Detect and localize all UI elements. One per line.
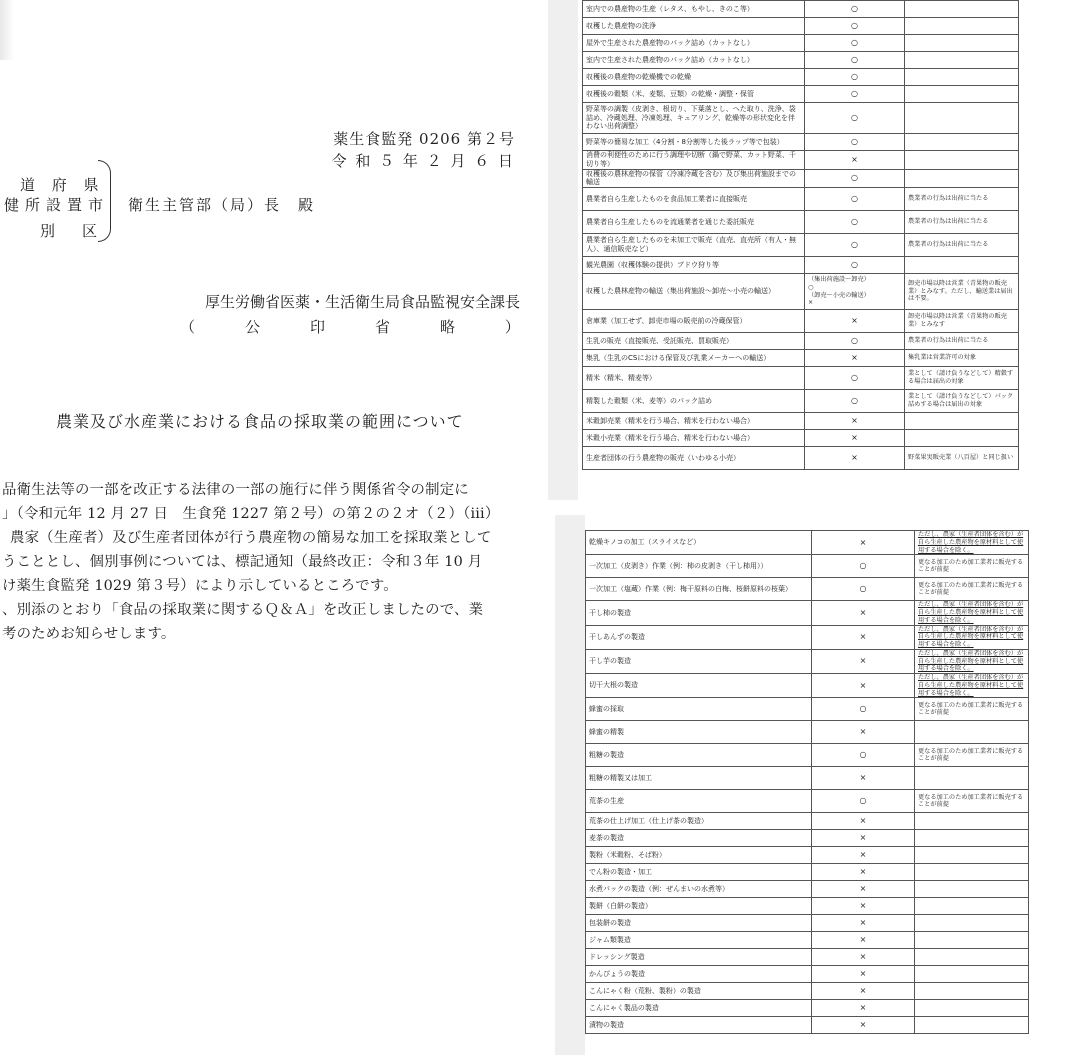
remarks-cell: ただし、農家（生産者団体を含む）が自ら生産した農産物を原材料として使用する場合を除く。 — [915, 531, 1029, 555]
applicable-mark-cell: × — [812, 898, 915, 915]
activity-cell: 農業者自ら生産したものを未加工で販売（直売、直売所（有人・無人）、通信販売など） — [583, 234, 805, 257]
table-row — [586, 966, 1029, 983]
applicable-mark-cell: ○ — [805, 257, 905, 274]
applicable-mark-cell: × — [812, 932, 915, 949]
table-row — [586, 625, 1029, 649]
applicable-mark-cell: ○ — [805, 211, 905, 234]
table-row — [583, 35, 1019, 52]
table-row — [583, 69, 1019, 86]
remarks-cell: 業として（請け負うなどして）パック詰めする場合は届出の対象 — [905, 390, 1019, 413]
applicable-mark-cell: × — [812, 649, 915, 673]
activity-cell: 製粉（米穀粉、そば粉） — [586, 847, 812, 864]
activity-cell: 精米（精米、精麦等） — [583, 367, 805, 390]
remarks-cell — [915, 932, 1029, 949]
remarks-cell — [905, 413, 1019, 430]
activity-cell: 観光農園（収穫体験の提供）ブドウ狩り等 — [583, 257, 805, 274]
applicable-mark-cell: × — [812, 966, 915, 983]
seal-note-char: 省 — [374, 318, 390, 336]
activity-cell: 一次加工（塩蔵）作業（例：梅干原料の白梅、桜餅原料の桜葉） — [586, 578, 812, 601]
activity-cell: 漬物の製造 — [586, 1017, 812, 1034]
table-row — [586, 601, 1029, 625]
activity-cell: 農業者自ら生産したものを食品加工業者に直接販売 — [583, 188, 805, 211]
applicable-mark-cell: × — [805, 447, 905, 470]
activity-cell: 干し柿の製造 — [586, 601, 812, 625]
remarks-cell — [915, 1000, 1029, 1017]
remarks-cell: 農業者の行為は出荷に当たる — [905, 211, 1019, 234]
remarks-cell: 更なる加工のため加工業者に販売することが前提 — [915, 790, 1029, 813]
table-row — [583, 333, 1019, 350]
applicable-mark-cell: × — [812, 767, 915, 790]
remarks-cell: ただし、農家（生産者団体を含む）が自ら生産した農産物を原材料として使用する場合を除く。 — [915, 649, 1029, 673]
activity-cell: 水煮パックの製造（例：ぜんまいの水煮等） — [586, 881, 812, 898]
activity-cell: 米穀小売業（精米を行う場合、精米を行わない場合） — [583, 430, 805, 447]
table-row — [583, 447, 1019, 470]
body-line: 考のためお知らせします。 — [2, 626, 176, 642]
remarks-cell — [915, 915, 1029, 932]
table-row — [586, 531, 1029, 555]
seal-note-open: （ — [180, 318, 196, 336]
activity-cell: 収穫後の穀類（米、麦類、豆類）の乾燥・調整・保管 — [583, 86, 805, 103]
applicable-mark-cell: × — [812, 881, 915, 898]
remarks-cell: ただし、農家（生産者団体を含む）が自ら生産した農産物を原材料として使用する場合を除く。 — [915, 625, 1029, 649]
applicable-mark-cell: × — [812, 830, 915, 847]
table-row — [583, 188, 1019, 211]
activity-cell: 一次加工（皮剥き）作業（例：柿の皮剥き（干し柿用）） — [586, 555, 812, 578]
table-row — [586, 1000, 1029, 1017]
remarks-cell — [905, 103, 1019, 134]
activity-cell: 製餅（白餅の製造） — [586, 898, 812, 915]
document-date: 令 和 ５ 年 ２ 月 ６ 日 — [331, 152, 515, 170]
table-row — [583, 151, 1019, 170]
applicable-mark-cell: × — [805, 413, 905, 430]
activity-cell: 収穫後の農産物の乾燥機での乾燥 — [583, 69, 805, 86]
scan-shadow — [555, 515, 585, 1055]
table-row — [583, 430, 1019, 447]
remarks-cell: 農業者の行為は出荷に当たる — [905, 188, 1019, 211]
table-row — [586, 983, 1029, 1000]
remarks-cell — [905, 257, 1019, 274]
recipient: 衛生主管部（局）長 殿 — [128, 196, 316, 214]
activity-cell: 野菜等の調製（皮剥き、根切り、下葉落とし、へた取り、洗浄、袋詰め、冷蔵処理、冷凍処理、キュアリング、乾燥等の形状変化を伴わない出荷調整） — [583, 103, 805, 134]
applicable-mark-cell: × — [812, 915, 915, 932]
applicable-mark-cell: ○ — [805, 333, 905, 350]
remarks-cell — [915, 864, 1029, 881]
table-row — [586, 813, 1029, 830]
remarks-cell — [915, 847, 1029, 864]
seal-omitted-note — [180, 316, 520, 337]
table-row — [583, 390, 1019, 413]
table-row — [583, 211, 1019, 234]
remarks-cell — [915, 898, 1029, 915]
applicable-mark-cell: × — [812, 847, 915, 864]
table-row — [586, 830, 1029, 847]
remarks-cell: ただし、農家（生産者団体を含む）が自ら生産した農産物を原材料として使用する場合を除く。 — [915, 674, 1029, 698]
table-row — [583, 103, 1019, 134]
applicable-mark-cell: ○ — [805, 1, 905, 18]
applicable-mark-cell: × — [812, 949, 915, 966]
scan-shadow — [548, 0, 578, 500]
applicable-mark-cell: ○ — [805, 134, 905, 151]
table-row — [583, 274, 1019, 310]
remarks-cell: 卸売市場以降は営業（青果物の販売業）とみなす — [905, 310, 1019, 333]
remarks-cell — [915, 767, 1029, 790]
remarks-cell — [905, 151, 1019, 170]
table-row — [583, 367, 1019, 390]
applicable-mark-cell: ○ — [812, 578, 915, 601]
table-row — [583, 350, 1019, 367]
applicable-mark-cell: × — [805, 350, 905, 367]
remarks-cell — [915, 830, 1029, 847]
table-row — [586, 898, 1029, 915]
table-row — [586, 674, 1029, 698]
remarks-cell — [915, 881, 1029, 898]
seal-note-close: ） — [504, 318, 520, 336]
remarks-cell: 更なる加工のため加工業者に販売することが前提 — [915, 578, 1029, 601]
table-row — [583, 1, 1019, 18]
table-row — [586, 790, 1029, 813]
table-row — [583, 86, 1019, 103]
applicable-mark-cell: × — [812, 813, 915, 830]
remarks-cell: 集乳業は営業許可の対象 — [905, 350, 1019, 367]
addressee-brace — [98, 160, 111, 242]
applicable-mark-cell: × — [812, 864, 915, 881]
applicable-mark-cell: × — [812, 1000, 915, 1017]
activity-cell: 荒茶の仕上げ加工（仕上げ茶の製造） — [586, 813, 812, 830]
remarks-cell: 業として（請け負うなどして）精穀する場合は届出の対象 — [905, 367, 1019, 390]
applicable-mark-cell: × — [812, 531, 915, 555]
activity-cell: 室内での農産物の生産（レタス、もやし、きのこ等） — [583, 1, 805, 18]
remarks-cell: 野菜果実販売業（八百屋）と同じ扱い — [905, 447, 1019, 470]
remarks-cell — [905, 430, 1019, 447]
activity-cell: 農業者自ら生産したものを流通業者を通じた委託販売 — [583, 211, 805, 234]
table-row — [583, 52, 1019, 69]
activity-cell: 野菜等の簡易な加工（4分割・8分割等した後ラップ等で包装） — [583, 134, 805, 151]
table-row — [586, 721, 1029, 744]
activity-cell: 干しあんずの製造 — [586, 625, 812, 649]
activity-cell: 切干大根の製造 — [586, 674, 812, 698]
addressee-prefecture: 道 府 県 — [20, 176, 105, 194]
activity-cell: 室内で生産された農産物のパック詰め（カットなし） — [583, 52, 805, 69]
activity-cell: 収穫した農林産物の輸送（集出荷施設～卸売～小売の輸送） — [583, 274, 805, 310]
remarks-cell — [915, 949, 1029, 966]
table-row — [583, 310, 1019, 333]
applicable-mark-cell: ○ — [812, 698, 915, 721]
activity-cell: 収穫した農産物の洗浄 — [583, 18, 805, 35]
subject-line: 農業及び水産業における食品の採取業の範囲について — [56, 412, 464, 431]
table-row — [583, 234, 1019, 257]
remarks-cell — [905, 169, 1019, 188]
remarks-cell — [905, 18, 1019, 35]
activity-cell: 荒茶の生産 — [586, 790, 812, 813]
activity-cell: でん粉の製造・加工 — [586, 864, 812, 881]
applicable-mark-cell: ○ — [812, 555, 915, 578]
body-line: 品衛生法等の一部を改正する法律の一部の施行に伴う関係省令の制定に — [2, 482, 469, 498]
activity-cell: こんにゃく粉（荒粉、製粉）の製造 — [586, 983, 812, 1000]
applicable-mark-cell: ○ — [805, 390, 905, 413]
table-row — [586, 881, 1029, 898]
applicable-mark-cell: （集出荷施設～卸売） ○ （卸売～小売の輸送） × — [805, 274, 905, 310]
table-row — [586, 847, 1029, 864]
activity-cell: 生乳の販売（直接販売、受託販売、買取販売） — [583, 333, 805, 350]
activity-cell: 乾燥キノコの加工（スライスなど） — [586, 531, 812, 555]
activity-cell: 米穀卸売業（精米を行う場合、精米を行わない場合） — [583, 413, 805, 430]
remarks-cell — [915, 966, 1029, 983]
activity-cell: 倉庫業（加工せず、卸売市場の販売前の冷蔵保管） — [583, 310, 805, 333]
seal-note-char: 公 — [244, 318, 260, 336]
applicable-mark-cell: × — [812, 601, 915, 625]
body-line: け薬生食監発 1029 第３号）により示しているところです。 — [2, 578, 398, 594]
remarks-cell: 更なる加工のため加工業者に販売することが前提 — [915, 555, 1029, 578]
table-row — [586, 767, 1029, 790]
remarks-cell: ただし、農家（生産者団体を含む）が自ら生産した農産物を原材料として使用する場合を除く。 — [915, 601, 1029, 625]
activity-cell: 生産者団体の行う農産物の販売（いわゆる小売） — [583, 447, 805, 470]
activity-cell: 粗糖の精製又は加工 — [586, 767, 812, 790]
table-row — [586, 649, 1029, 673]
table-row — [586, 578, 1029, 601]
remarks-cell: 卸売市場以降は営業（青果物の販売業）とみなす。ただし、輸送業は届出は不要。 — [905, 274, 1019, 310]
applicable-mark-cell: × — [812, 721, 915, 744]
addressee-health-center-city: 健所設置市 — [4, 196, 110, 214]
activity-cell: 集乳（生乳のCSにおける保管及び乳業メーカーへの輸送） — [583, 350, 805, 367]
remarks-cell: 農業者の行為は出荷に当たる — [905, 234, 1019, 257]
qa-table-2 — [585, 530, 1029, 1034]
table-row — [583, 413, 1019, 430]
activity-cell: 蜂蜜の採取 — [586, 698, 812, 721]
activity-cell: 麦茶の製造 — [586, 830, 812, 847]
seal-note-char: 印 — [309, 318, 325, 336]
remarks-cell — [905, 69, 1019, 86]
remarks-cell — [915, 1017, 1029, 1034]
activity-cell: かんぴょうの製造 — [586, 966, 812, 983]
applicable-mark-cell: ○ — [805, 18, 905, 35]
applicable-mark-cell: ○ — [805, 169, 905, 188]
applicable-mark-cell: ○ — [812, 790, 915, 813]
remarks-cell: 更なる加工のため加工業者に販売することが前提 — [915, 698, 1029, 721]
applicable-mark-cell: ○ — [805, 234, 905, 257]
applicable-mark-cell: ○ — [805, 69, 905, 86]
activity-cell: 粗糖の製造 — [586, 744, 812, 767]
page-edge-shadow — [0, 0, 14, 60]
applicable-mark-cell: ○ — [805, 103, 905, 134]
applicable-mark-cell: × — [812, 674, 915, 698]
sender: 厚生労働省医薬・生活衛生局食品監視安全課長 — [204, 293, 520, 311]
applicable-mark-cell: ○ — [805, 86, 905, 103]
activity-cell: 蜂蜜の精製 — [586, 721, 812, 744]
table-row — [586, 915, 1029, 932]
remarks-cell — [915, 983, 1029, 1000]
table-row — [583, 169, 1019, 188]
remarks-cell — [915, 721, 1029, 744]
activity-cell: 消費の利便性のために行う調理や切断（鍋で野菜、カット野菜、千切り等） — [583, 151, 805, 170]
remarks-cell: 更なる加工のため加工業者に販売することが前提 — [915, 744, 1029, 767]
table-row — [586, 698, 1029, 721]
body-line: 農家（生産者）及び生産者団体が行う農産物の簡易な加工を採取業として — [10, 530, 492, 546]
applicable-mark-cell: ○ — [805, 35, 905, 52]
document-number: 薬生食監発 0206 第２号 — [333, 130, 515, 148]
applicable-mark-cell: ○ — [805, 367, 905, 390]
applicable-mark-cell: × — [812, 983, 915, 1000]
activity-cell: 精製した穀類（米、麦等）のパック詰め — [583, 390, 805, 413]
remarks-cell — [905, 134, 1019, 151]
remarks-cell — [905, 52, 1019, 69]
table-row — [586, 949, 1029, 966]
applicable-mark-cell: ○ — [805, 52, 905, 69]
applicable-mark-cell: ○ — [812, 744, 915, 767]
activity-cell: 包装餅の製造 — [586, 915, 812, 932]
qa-table-1 — [582, 0, 1019, 470]
table-row — [583, 134, 1019, 151]
table-row — [586, 1017, 1029, 1034]
table-row — [583, 257, 1019, 274]
applicable-mark-cell: ○ — [805, 188, 905, 211]
body-line: 」（令和元年 12 月 27 日 生食発 1227 第２号）の第２の２オ（２）（iii） — [2, 506, 500, 522]
applicable-mark-cell: × — [812, 1017, 915, 1034]
activity-cell: 収穫後の農林産物の保管（冷凍冷蔵を含む）及び集出荷施設までの輸送 — [583, 169, 805, 188]
remarks-cell — [905, 1, 1019, 18]
table-row — [586, 864, 1029, 881]
body-line: うこととし、個別事例については、標記通知（最終改正：令和３年 10 月 — [2, 554, 483, 570]
table-row — [586, 744, 1029, 767]
seal-note-char: 略 — [439, 318, 455, 336]
remarks-cell — [905, 35, 1019, 52]
remarks-cell — [915, 813, 1029, 830]
activity-cell: こんにゃく製品の製造 — [586, 1000, 812, 1017]
applicable-mark-cell: × — [805, 430, 905, 447]
applicable-mark-cell: × — [805, 310, 905, 333]
activity-cell: 屋外で生産された農産物のパック詰め（カットなし） — [583, 35, 805, 52]
addressee-special-ward: 別 区 — [40, 222, 104, 240]
table-row — [583, 18, 1019, 35]
table-row — [586, 932, 1029, 949]
applicable-mark-cell: × — [805, 151, 905, 170]
remarks-cell — [905, 86, 1019, 103]
table-row — [586, 555, 1029, 578]
remarks-cell: 農業者の行為は出荷に当たる — [905, 333, 1019, 350]
applicable-mark-cell: × — [812, 625, 915, 649]
activity-cell: ジャム類製造 — [586, 932, 812, 949]
activity-cell: ドレッシング製造 — [586, 949, 812, 966]
activity-cell: 干し芋の製造 — [586, 649, 812, 673]
body-line: 、別添のとおり「食品の採取業に関するＱ＆Ａ」を改正しましたので、業 — [2, 602, 484, 618]
